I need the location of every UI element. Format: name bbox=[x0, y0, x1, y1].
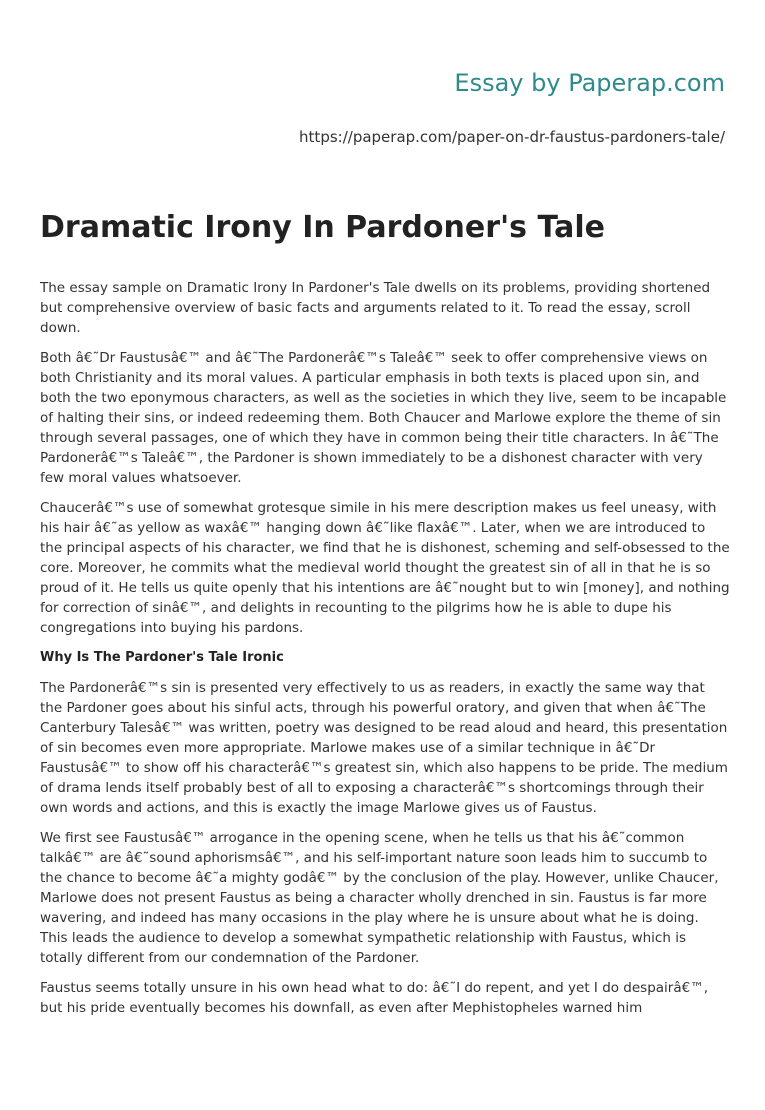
body-paragraph-3: The Pardonerâ€™s sin is presented very effectively to us as readers, in exactly the same way that the Pardoner goes about his sinful acts, through his powerful oratory, and given that when â€˜The Canterbury Talesâ€™ was written, poetry was designed to be read aloud and heard, this presentation of sin becomes even more appropriate. Marlowe makes use of a similar technique in â€˜Dr Faustusâ€™ to show off his characterâ€™s greatest sin, which also happens to be pride. The medium of drama lends itself probably best of all to exposing a characterâ€™s shortcomings through their own words and actions, and this is exactly the image Marlowe gives us of Faustus. bbox=[40, 680, 728, 816]
brand-logo-text[interactable]: Essay by Paperap.com bbox=[454, 69, 725, 97]
body-paragraph-1: Both â€˜Dr Faustusâ€™ and â€˜The Pardonerâ€™s Taleâ€™ seek to offer comprehensive views on both Christianity and its moral values. A particular emphasis in both texts is placed upon sin, and both the two eponymous characters, as well as the societies in which they live, seem to be incapable of halting their sins, or indeed redeeming them. Both Chaucer and Marlowe explore the theme of sin through several passages, one of which they have in common being their title characters. In â€˜The Pardonerâ€™s Taleâ€™, the Pardoner is shown immediately to be a dishonest character with very few moral values whatsoever. bbox=[40, 350, 727, 486]
page-title: Dramatic Irony In Pardoner's Tale bbox=[40, 210, 605, 245]
body-paragraph-5: Faustus seems totally unsure in his own head what to do: â€˜I do repent, and yet I do despairâ€™, but his pride eventually becomes his downfall, as even after Mephistopheles warned him bbox=[40, 980, 709, 1016]
site-header bbox=[454, 68, 725, 98]
source-url[interactable]: https://paperap.com/paper-on-dr-faustus-pardoners-tale/ bbox=[299, 128, 725, 146]
section-subheading: Why Is The Pardoner's Tale Ironic bbox=[40, 650, 284, 665]
body-paragraph-4: We first see Faustusâ€™ arrogance in the opening scene, when he tells us that his â€˜common talkâ€™ are â€˜sound aphorismsâ€™, and his self-important nature soon leads him to succumb to the chance to become â€˜a mighty godâ€™ by the conclusion of the play. However, unlike Chaucer, Marlowe does not present Faustus as being a character wholly drenched in sin. Faustus is far more wavering, and indeed has many occasions in the play where he is unsure about what he is doing. This leads the audience to develop a somewhat sympathetic relationship with Faustus, which is totally different from our condemnation of the Pardoner. bbox=[40, 830, 719, 966]
essay-body bbox=[40, 278, 730, 1028]
intro-paragraph: The essay sample on Dramatic Irony In Pardoner's Tale dwells on its problems, providing shortened but comprehensive overview of basic facts and arguments related to it. To read the essay, scroll down. bbox=[40, 280, 711, 336]
body-paragraph-2: Chaucerâ€™s use of somewhat grotesque simile in his mere description makes us feel uneasy, with his hair â€˜as yellow as waxâ€™ hanging down â€˜like flaxâ€™. Later, when we are introduced to the principal aspects of his character, we find that he is dishonest, scheming and self-obsessed to the core. Moreover, he commits what the medieval world thought the greatest sin of all in that he is so proud of it. He tells us quite openly that his intentions are â€˜nought but to win [money], and nothing for correction of sinâ€™, and delights in recounting to the pilgrims how he is able to dupe his congregations into buying his pardons. bbox=[40, 500, 730, 636]
